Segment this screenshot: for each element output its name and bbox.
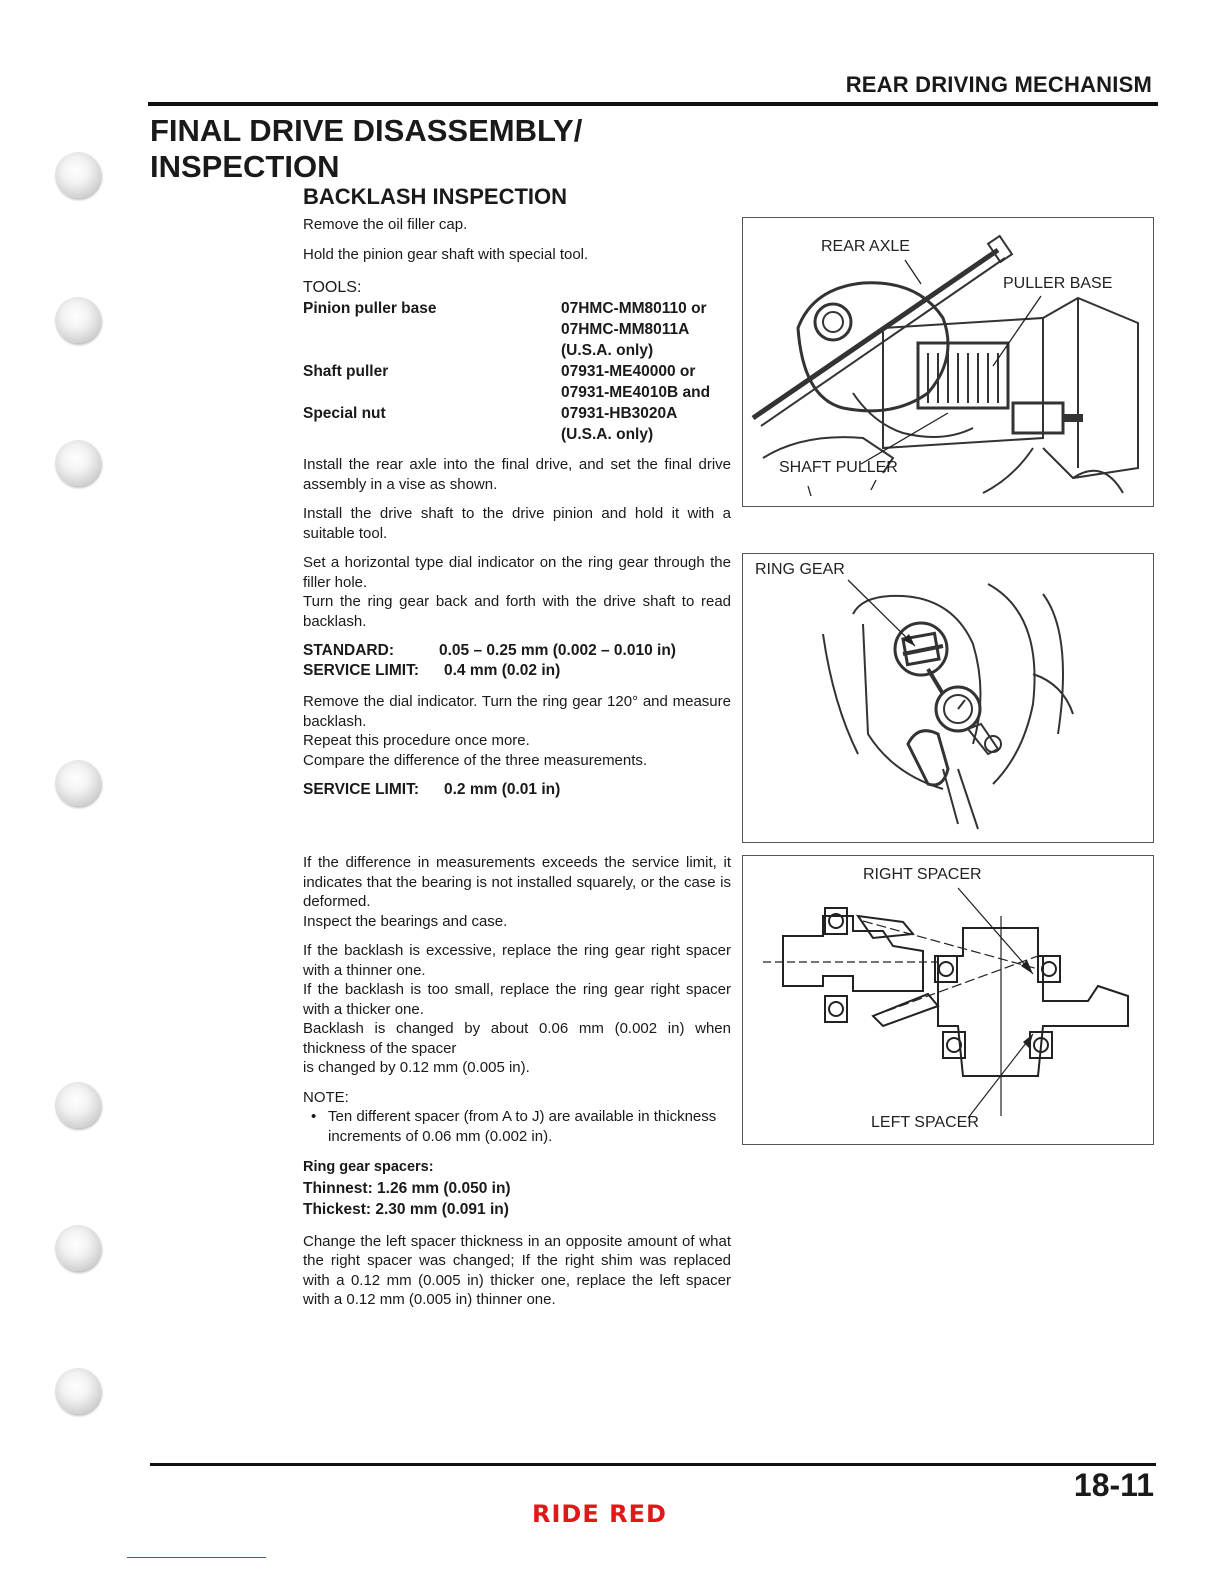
intro-p1: Remove the oil filler cap. [303, 216, 468, 233]
spec-value: 0.4 mm (0.02 in) [444, 661, 561, 679]
tools-table [303, 277, 731, 445]
tool-value: (U.S.A. only) [561, 426, 654, 443]
standard-spec [303, 641, 731, 661]
title-line-2: INSPECTION [150, 149, 340, 184]
page-title [150, 113, 582, 185]
step-p8d: is changed by 0.12 mm (0.005 in). [303, 1059, 530, 1076]
tool-value: 07HMC-MM80110 or [561, 300, 707, 317]
header-rule [148, 102, 1158, 106]
scan-artifact [127, 1557, 266, 1558]
subsection-title: BACKLASH INSPECTION [303, 184, 568, 209]
binder-hole-icon [55, 1082, 101, 1128]
label-shaft-puller: SHAFT PULLER [779, 459, 898, 476]
note-bullet [303, 1107, 731, 1146]
brand-logo: RIDE RED [532, 1500, 667, 1528]
spec-value: 0.2 mm (0.01 in) [444, 781, 561, 798]
note-text: Ten different spacer (from A to J) are available in thickness increments of 0.06 mm (0.002 in). [328, 1108, 717, 1145]
label-right-spacer: RIGHT SPACER [863, 866, 982, 883]
tool-value: 07931-ME40000 or [561, 363, 696, 380]
step-p4: Install the drive shaft to the drive pinion and hold it with a suitable tool. [303, 505, 731, 542]
step-p5a: Set a horizontal type dial indicator on the ring gear through the filler hole. [303, 554, 731, 591]
binder-hole-icon [55, 152, 101, 198]
procedure-block-2 [303, 853, 731, 1310]
procedure-block-1 [303, 455, 731, 800]
tool-value: 07HMC-MM8011A [561, 321, 690, 338]
step-p5b: Turn the ring gear back and forth with the drive shaft to read backlash. [303, 593, 731, 630]
step-p3: Install the rear axle into the final drive, and set the final drive assembly in a vise as shown. [303, 456, 731, 493]
bullet-icon: • [311, 1108, 317, 1125]
label-puller-base: PULLER BASE [1003, 275, 1113, 292]
step-p8a: If the backlash is excessive, replace the ring gear right spacer with a thinner one. [303, 942, 731, 979]
step-p9: Change the left spacer thickness in an opposite amount of what the right spacer was changed; If the right shim was replaced with a 0.12 mm (0.005 in) thicker one, replace the left spacer with a 0.12 mm (0.005 in) thinner one. [303, 1232, 731, 1308]
thickest-spec: Thickest: 2.30 mm (0.091 in) [303, 1200, 509, 1218]
figure-puller-setup [742, 217, 1154, 507]
label-ring-gear: RING GEAR [755, 561, 845, 578]
dial-indicator-illustration [743, 554, 1153, 842]
tool-values [561, 361, 710, 403]
tool-label: Pinion puller base [303, 300, 437, 317]
step-p7a: If the difference in measurements exceeds the service limit, it indicates that the bearing is not installed squarely, or the case is deformed. [303, 854, 731, 910]
footer-rule [150, 1463, 1156, 1466]
intro-p2: Hold the pinion gear shaft with special tool. [303, 245, 589, 263]
binder-hole-icon [55, 297, 101, 343]
service-limit-spec [303, 661, 731, 681]
tool-label: Shaft puller [303, 363, 389, 380]
spec-label: SERVICE LIMIT: [303, 781, 419, 798]
binder-hole-icon [55, 760, 101, 806]
tool-values [561, 298, 707, 361]
note-label: NOTE: [303, 1088, 349, 1106]
step-p7b: Inspect the bearings and case. [303, 912, 508, 930]
spec-label: STANDARD: [303, 642, 394, 659]
intro-block [303, 215, 731, 264]
step-p6a: Remove the dial indicator. Turn the ring gear 120° and measure backlash. [303, 693, 731, 730]
figure-spacer-diagram [742, 855, 1154, 1145]
binder-hole-icon [55, 1225, 101, 1271]
spacers-heading: Ring gear spacers: [303, 1159, 434, 1175]
tool-values [561, 403, 677, 445]
page-number: 18-11 [1073, 1467, 1154, 1503]
step-p8b: If the backlash is too small, replace the ring gear right spacer with a thicker one. [303, 981, 731, 1018]
tools-row [303, 298, 731, 361]
tools-row [303, 403, 731, 445]
step-p6b: Repeat this procedure once more. [303, 732, 530, 749]
section-header: REAR DRIVING MECHANISM [845, 72, 1152, 97]
spec-value: 0.05 – 0.25 mm (0.002 – 0.010 in) [439, 642, 676, 659]
service-limit-2-spec [303, 780, 731, 800]
label-left-spacer: LEFT SPACER [871, 1114, 979, 1131]
binder-hole-icon [55, 1368, 101, 1414]
thinnest-spec: Thinnest: 1.26 mm (0.050 in) [303, 1179, 511, 1197]
tools-heading: TOOLS: [303, 279, 362, 296]
spec-label: SERVICE LIMIT: [303, 661, 419, 679]
title-line-1: FINAL DRIVE DISASSEMBLY/ [150, 113, 583, 148]
tool-label: Special nut [303, 405, 386, 422]
binder-hole-icon [55, 440, 101, 486]
step-p8c: Backlash is changed by about 0.06 mm (0.002 in) when thickness of the spacer [303, 1020, 731, 1057]
spacer-cross-section [743, 856, 1153, 1144]
tool-value: 07931-ME4010B and [561, 384, 711, 401]
tool-value: 07931-HB3020A [561, 405, 678, 422]
tools-row [303, 361, 731, 403]
tool-value: (U.S.A. only) [561, 342, 654, 359]
label-rear-axle: REAR AXLE [821, 238, 910, 255]
figure-dial-indicator [742, 553, 1154, 843]
step-p6c: Compare the difference of the three measurements. [303, 751, 648, 769]
